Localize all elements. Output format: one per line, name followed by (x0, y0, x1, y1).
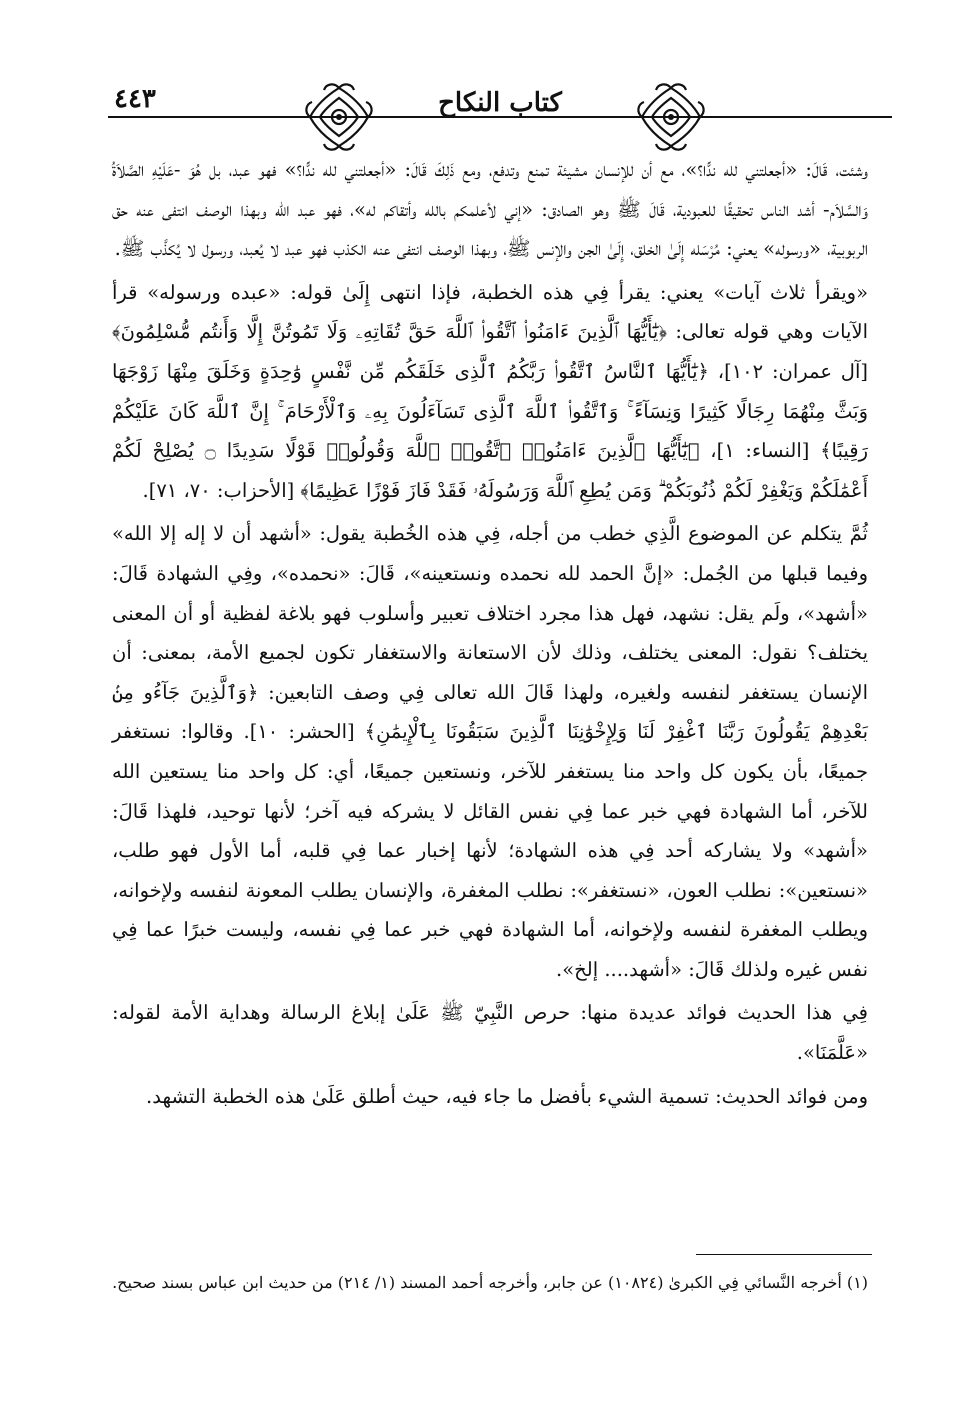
running-title: كتاب النكاح (438, 88, 562, 118)
paragraph: ومن فوائد الحديث: تسمية الشيء بأفضل ما جاء فيه، حيث أطلق عَلَىٰ هذه الخطبة التشهد. (146, 1084, 868, 1108)
page-header (108, 82, 892, 154)
main-text (112, 150, 868, 1116)
header-rule (108, 116, 892, 118)
paragraph: «ويقرأ ثلاث آيات» يعني: يقرأ فِي هذه الخطبة، فإذا انتهى إِلَىٰ قوله: «عبده ورسوله» قرأ الآيات وهي قوله تعالى: ﴿يَٰٓأَيُّهَا ٱلَّذِينَ ءَامَنُوا۟ ٱتَّقُوا۟ ٱللَّهَ حَقَّ تُقَاتِهِۦ وَلَا تَمُوتُنَّ إِلَّا وَأَنتُم مُّسْلِمُونَ﴾ [آل عمران: ١٠٢]، ﴿يَٰٓأَيُّهَا ٱلنَّاسُ ٱتَّقُوا۟ رَبَّكُمُ ٱلَّذِى خَلَقَكُم مِّن نَّفْسٍ وَٰحِدَةٍ وَخَلَقَ مِنْهَا زَوْجَهَا وَبَثَّ مِنْهُمَا رِجَالًا كَثِيرًا وَنِسَآءً ۚ وَٱتَّقُوا۟ ٱللَّهَ ٱلَّذِى تَسَآءَلُونَ بِهِۦ وَٱلْأَرْحَامَ ۚ إِنَّ ٱللَّهَ كَانَ عَلَيْكُمْ رَقِيبًا﴾ [النساء: ١]، ﴿يَٰٓأَيُّهَا ٱلَّذِينَ ءَامَنُوا۟ ٱتَّقُوا۟ ٱللَّهَ وَقُولُوا۟ قَوْلًا سَدِيدًا ۝ يُصْلِحْ لَكُمْ أَعْمَٰلَكُمْ وَيَغْفِرْ لَكُمْ ذُنُوبَكُمْ ۗ وَمَن يُطِعِ ٱللَّهَ وَرَسُولَهُۥ فَقَدْ فَازَ فَوْزًا عَظِيمًا﴾ [الأحزاب: ٧٠، ٧١]. (112, 280, 868, 502)
paragraph: ثُمَّ يتكلم عن الموضوع الَّذِي خطب من أجله، فِي هذه الخُطبة يقول: «أشهد أن لا إله إلا الله» وفيما قبلها من الجُمل: «إنَّ الحمد لله نحمده ونستعينه»، قَالَ: «نحمده»، وفِي الشهادة قَالَ: «أشهد»، ولَم يقل: نشهد، فهل هذا مجرد اختلاف تعبير وأسلوب فهو بلاغة لفظية أو أن المعنى يختلف؟ نقول: المعنى يختلف، وذلك لأن الاستعانة والاستغفار تكون لجميع الأمة، بمعنى: أن الإنسان يستغفر لنفسه ولغيره، ولهذا قَالَ الله تعالى فِي وصف التابعين: ﴿وَٱلَّذِينَ جَآءُو مِنۢ بَعْدِهِمْ يَقُولُونَ رَبَّنَا ٱغْفِرْ لَنَا وَلِإِخْوَٰنِنَا ٱلَّذِينَ سَبَقُونَا بِٱلْإِيمَٰنِ﴾ [الحشر: ١٠]. وقالوا: نستغفر جميعًا، بأن يكون كل واحد منا يستغفر للآخر، ونستعين جميعًا، أي: كل واحد منا يستعين الله للآخر، أما الشهادة فهي خبر عما فِي نفس القائل لا يشركه فيه آخر؛ لأنها توحيد، فلهذا قَالَ: «أشهد» ولا يشاركه أحد فِي هذه الشهادة؛ لأنها إخبار عما فِي قلبه، أما الأول فهو طلب، «نستعين»: نطلب العون، «نستغفر»: نطلب المغفرة، والإنسان يطلب المعونة لنفسه ولإخوانه، ويطلب المغفرة لنفسه ولإخوانه، أما الشهادة فهي خبر عما فِي نفسه، وليست خبرًا عما فِي نفس غيره ولذلك قَالَ: «أشهد.... إلخ». (112, 522, 869, 981)
footnote: (١) أخرجه النَّسائي فِي الكبرىٰ (١٠٨٢٤) عن جابر، وأخرجه أحمد المسند (١/ ٢١٤) من حديث ابن عباس بسند صحيح. (112, 1273, 868, 1292)
paragraph: فِي هذا الحديث فوائد عديدة منها: حرص النَّبِيّ ﷺ عَلَىٰ إبلاغ الرسالة وهداية الأمة لقوله: «عَلَّمَنَا». (112, 1001, 868, 1065)
page-number: ٤٤٣ (114, 84, 156, 114)
footnote-rule (696, 1254, 872, 1255)
paragraph: وشئت، قَالَ: «أجعلتني لله ندًّا؟»، مع أن للإنسان مشيئة تمنع وتدفع، ومع ذَلِكَ قَالَ: «أجعلتني لله ندًّا؟» فهو عبد، بل هُوَ -عَلَيْهِ الصَّلاَةُ وَالسَّلاَم- أشد الناس تحقيقًا للعبودية، قَالَ ﷺ وهو الصادق: «إني لأعلمكم بالله وأتقاكم له»، فهو عبد الله وبهذا الوصف انتفى عنه حق الربوبية، «ورسوله» يعني: مُرْسَله إِلَىٰ الخلق، إِلَىٰ الجن والإنس ﷺ، وبهذا الوصف انتفى عنه الكذب فهو عبد لا يُعبد، ورسول لا يُكذَّب ﷺ. (112, 158, 868, 261)
